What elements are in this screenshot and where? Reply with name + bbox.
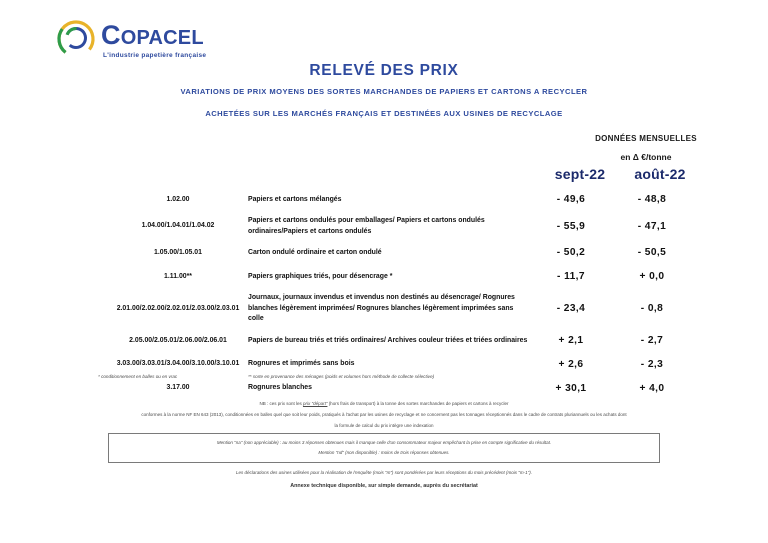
row-label: Papiers et cartons mélangés xyxy=(248,195,342,203)
price-table-body xyxy=(108,188,692,400)
row-code: 1.05.00/1.05.01 xyxy=(154,248,202,256)
table-row xyxy=(108,188,692,212)
footnote-2: ** sorte en provenance des ménages (poids et volumes hors méthode de collecte sélective) xyxy=(248,374,435,379)
row-code: 1.11.00** xyxy=(164,272,192,280)
page-subtitle-2: ACHETÉES SUR LES MARCHÉS FRANÇAIS ET DESTINÉES AUX USINES DE RECYCLAGE xyxy=(205,109,563,118)
row-label: Papiers graphiques triés, pour désencrage * xyxy=(248,272,393,280)
nb-line-1-suffix: (hors frais de transport) à la tonne des sortes marchandes de papiers et cartons à recycler xyxy=(327,401,509,406)
column-header-month-2: août-22 xyxy=(634,166,686,182)
row-label: Rognures blanches xyxy=(248,384,312,392)
page-subtitle-1: VARIATIONS DE PRIX MOYENS DES SORTES MARCHANDES DE PAPIERS ET CARTONS A RECYCLER xyxy=(180,87,588,96)
brand-logo xyxy=(56,18,206,59)
row-value-month-1: - 49,6 xyxy=(556,194,586,205)
brand-tagline: L'industrie papetière française xyxy=(103,52,207,59)
table-row xyxy=(108,212,692,241)
column-header-month-1: sept-22 xyxy=(554,166,606,182)
row-value-month-2: - 2,7 xyxy=(640,334,664,346)
table-row xyxy=(108,377,692,401)
row-code: 2.05.00/2.05.01/2.06.00/2.06.01 xyxy=(129,336,227,344)
brand-wordmark xyxy=(101,22,206,49)
mention-nd-line: Mention "nd" (non disponible) : moins de trois réponses obtenues. xyxy=(318,450,450,455)
row-code: 1.04.00/1.04.01/1.04.02 xyxy=(141,222,215,230)
row-code: 3.03.00/3.03.01/3.04.00/3.10.00/3.10.01 xyxy=(116,360,240,368)
nb-line-2: conformes à la norme NF EN 643 (2013), conditionnées en balles quel que soit leur poids, pratiqués à l'achat par les usines de recyclage et ne concernent pas les tonnages réceptionnés dans le cadre de contrats pluriannuels ou les achats dont xyxy=(141,412,627,418)
footnotes xyxy=(98,374,670,379)
nb-line-1 xyxy=(98,398,670,409)
row-value-month-1: - 23,4 xyxy=(556,302,586,314)
row-value-month-1: - 11,7 xyxy=(557,271,585,283)
row-value-month-2: - 0,8 xyxy=(640,302,664,314)
mention-legend-box xyxy=(108,433,660,463)
table-row xyxy=(108,329,692,353)
row-value-month-2: + 0,0 xyxy=(639,271,665,283)
row-label: Journaux, journaux invendus et invendus non destinés au désencrage/ Rognures blanches légèrement imprimées/ Rognures blanches légèrement imprimées sans colle xyxy=(248,293,515,323)
unit-caption: en Δ €/tonne xyxy=(620,152,672,162)
data-period-caption: DONNÉES MENSUELLES xyxy=(595,134,697,143)
row-code: 3.17.00 xyxy=(166,384,190,392)
brand-wordmark-rest: OPACEL xyxy=(120,27,204,49)
row-value-month-2: + 4,0 xyxy=(639,382,665,394)
price-variation-table xyxy=(108,188,692,400)
table-row xyxy=(108,241,692,265)
row-value-month-1: + 2,1 xyxy=(558,334,584,346)
brand-wordmark-lead: C xyxy=(101,20,121,50)
row-value-month-2: - 48,8 xyxy=(637,194,667,205)
footnote-1: * conditionnement en balles ou en vrac xyxy=(98,374,178,379)
table-row xyxy=(108,289,692,329)
row-label: Carton ondulé ordinaire et carton ondulé xyxy=(248,248,382,256)
copacel-ring-logo xyxy=(56,19,96,59)
row-value-month-2: - 50,5 xyxy=(637,247,667,259)
row-value-month-2: - 2,3 xyxy=(640,358,664,370)
page-title: RELEVÉ DES PRIX xyxy=(309,62,459,79)
row-code: 2.01.00/2.02.00/2.02.01/2.03.00/2.03.01 xyxy=(116,304,240,312)
row-value-month-1: - 50,2 xyxy=(556,247,586,259)
row-label: Papiers et cartons ondulés pour emballages/ Papiers et cartons ondulés ordinaires/Papiers et cartons ondulés xyxy=(248,216,485,235)
nb-line-1-emphasis: prix "départ" xyxy=(302,401,328,406)
nb-line-3: la formule de calcul du prix intègre une indexation xyxy=(334,423,434,429)
table-row xyxy=(108,353,692,377)
row-label: Papiers de bureau triés et triés ordinaires/ Archives couleur triées et triées ordinaires xyxy=(248,336,528,344)
row-value-month-1: + 30,1 xyxy=(555,382,587,394)
row-value-month-1: + 2,6 xyxy=(558,358,584,370)
nb-note xyxy=(98,398,670,431)
weighting-note: Les déclarations des usines utilisées pour la réalisation de l'enquête (mois "m") sont pondérées par leurs réceptions du mois précédent (mois "m-1"). xyxy=(236,470,532,475)
nb-line-1-prefix: NB : ces prix sont les xyxy=(259,401,303,406)
table-row xyxy=(108,265,692,289)
annex-availability-note: Annexe technique disponible, sur simple demande, auprès du secrétariat xyxy=(290,483,478,489)
row-label: Rognures et imprimés sans bois xyxy=(248,360,355,368)
row-value-month-2: - 47,1 xyxy=(637,220,667,232)
row-value-month-1: - 55,9 xyxy=(556,220,586,232)
row-code: 1.02.00 xyxy=(166,195,190,203)
mention-na-line: Mention "na" (non appréciable) : au moins 3 réponses obtenues mais il manque celle d'un consommateur majeur empêchant la prise en compte significative du résultat. xyxy=(216,440,552,446)
